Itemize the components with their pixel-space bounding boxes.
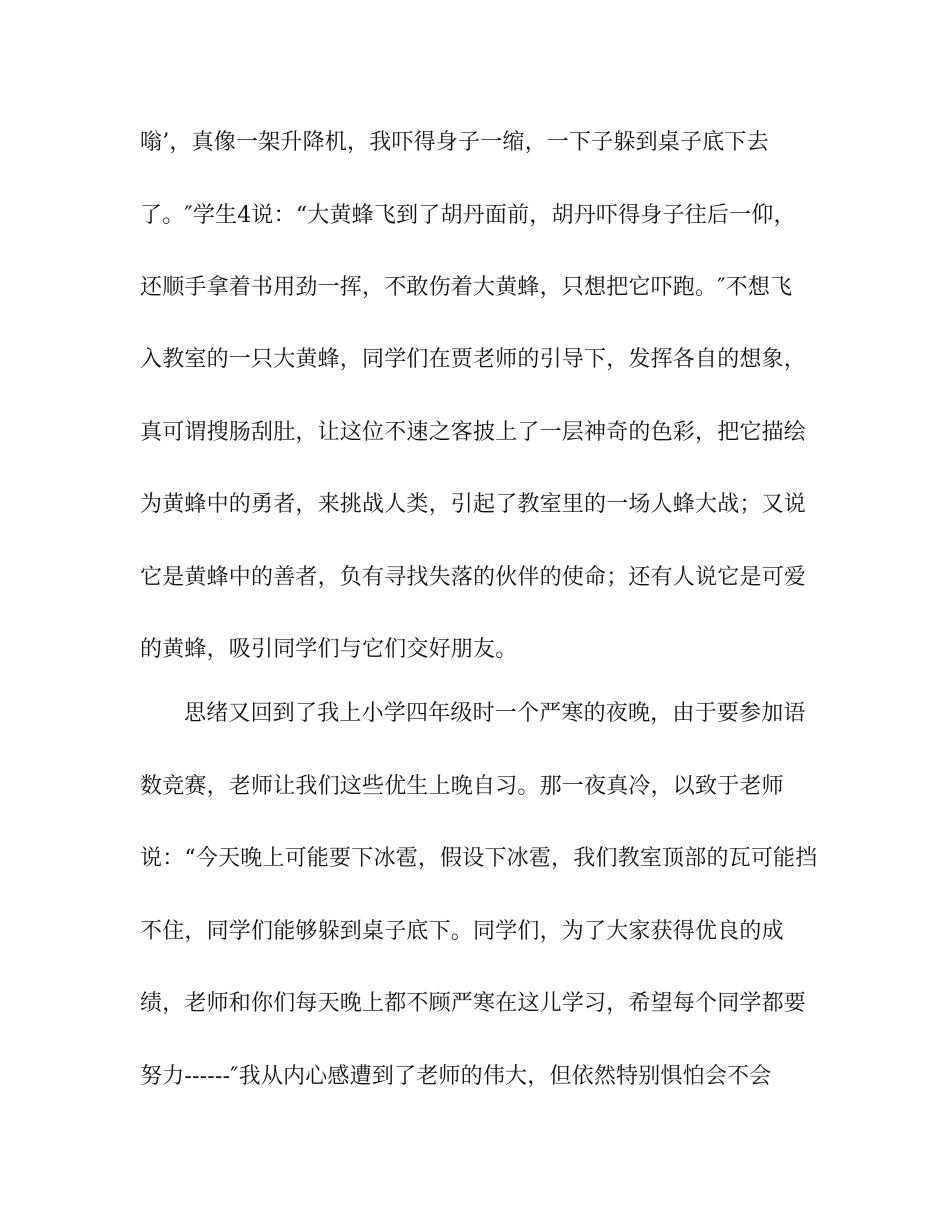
text-line: 真可谓搜肠刮肚，让这位不速之客披上了一层神奇的色彩，把它描绘 xyxy=(140,420,807,445)
text-line: 的黄蜂，吸引同学们与它们交好朋友。 xyxy=(140,637,518,662)
text-line: 努力------″我从内心感遭到了老师的伟大，但依然特别惧怕会不会 xyxy=(140,1064,772,1089)
text-line: 它是黄蜂中的善者，负有寻找失落的伙伴的使命；还有人说它是可爱 xyxy=(140,565,807,590)
text-line: 思绪又回到了我上小学四年级时一个严寒的夜晚，由于要参加语 xyxy=(184,701,806,726)
text-line: 不住，同学们能够躲到桌子底下。同学们，为了大家获得优良的成 xyxy=(140,919,784,944)
text-line: 入教室的一只大黄蜂，同学们在贾老师的引导下，发挥各自的想象， xyxy=(140,347,807,372)
text-line: 说：“今天晚上可能要下冰雹，假设下冰雹，我们教室顶部的瓦可能挡 xyxy=(140,846,818,871)
text-line: 还顺手拿着书用劲一挥，不敢伤着大黄蜂，只想把它吓跑。″不想飞 xyxy=(140,275,793,300)
text-line: 为黄蜂中的勇者，来挑战人类，引起了教室里的一场人蜂大战；又说 xyxy=(140,492,807,517)
text-line: 绩，老师和你们每天晚上都不顾严寒在这儿学习，希望每个同学都要 xyxy=(140,991,807,1016)
text-line: 嗡’，真像一架升降机，我吓得身子一缩，一下子躲到桌子底下去 xyxy=(140,130,769,155)
text-line: 了。″学生4说：“大黄蜂飞到了胡丹面前，胡丹吓得身子往后一仰， xyxy=(140,203,796,228)
text-line: 数竞赛，老师让我们这些优生上晚自习。那一夜真冷，以致于老师 xyxy=(140,774,784,799)
